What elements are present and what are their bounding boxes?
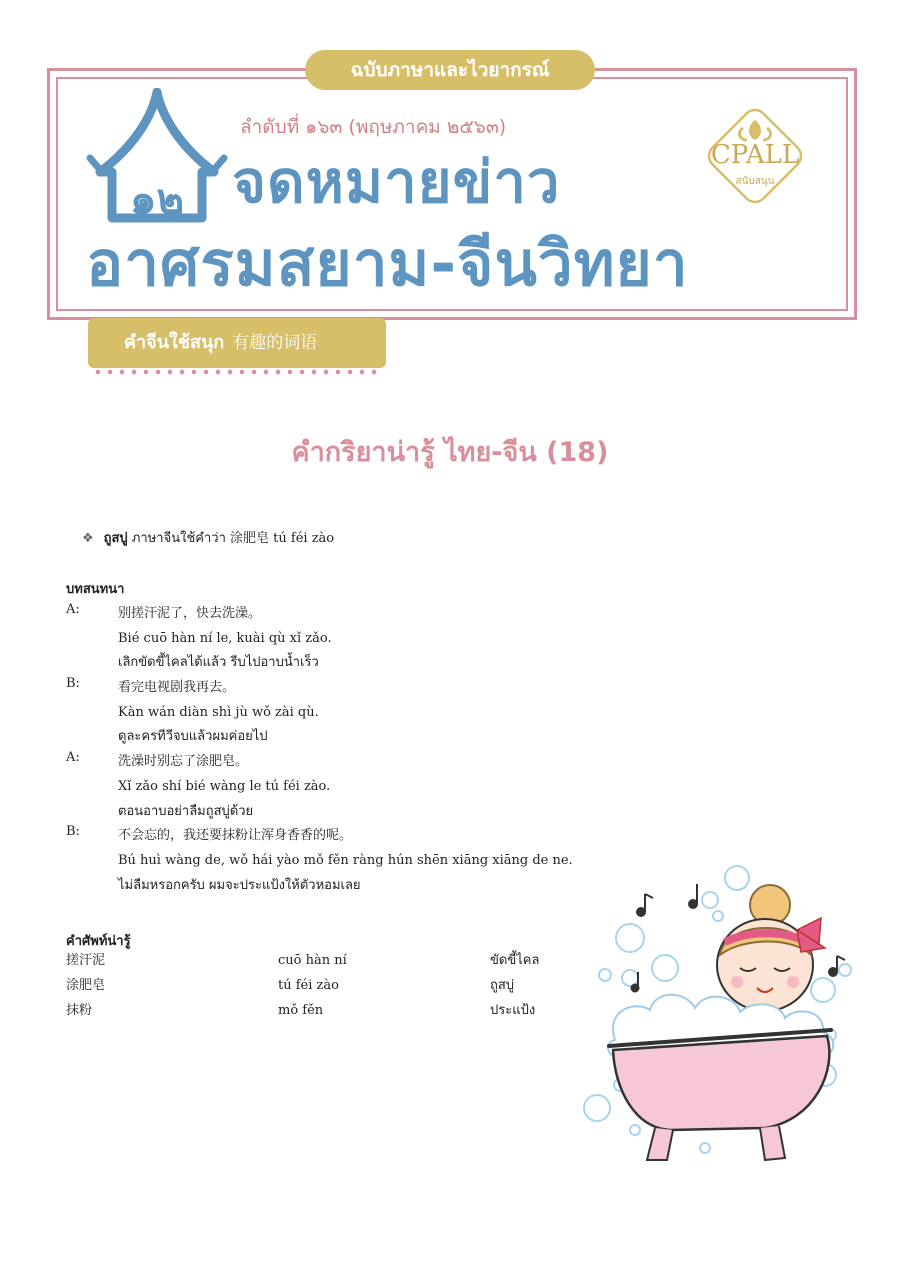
dialog-turn [66, 602, 626, 676]
thai-house-icon [82, 88, 232, 228]
dialog-turn [66, 824, 626, 898]
vocabulary-row [66, 948, 626, 973]
intro-pinyin: tú féi zào [273, 531, 335, 546]
vocab-chinese: 搓汗泥 [66, 953, 106, 968]
chinese-line: 洗澡时别忘了涂肥皂。 [118, 754, 249, 770]
vocabulary-heading: คำศัพท์น่ารู้ [66, 934, 131, 949]
pinyin-line: Xǐ zǎo shí bié wàng le tú féi zào. [118, 778, 331, 794]
vocab-thai: ประแป้ง [490, 1003, 536, 1018]
chinese-line: 看完电视剧我再去。 [118, 680, 236, 696]
conversation-heading: บทสนทนา [66, 582, 125, 597]
thai-line: ตอนอาบอย่าลืมถูสบู่ด้วย [118, 803, 254, 819]
house-number: ๑๒ [129, 174, 185, 223]
pinyin-line: Bú huì wàng de, wǒ hái yào mǒ fěn ràng hún shēn xiāng xiāng de ne. [118, 852, 573, 868]
speaker-label: A: [66, 750, 80, 766]
thai-line: ไม่ลืมหรอกครับ ผมจะประแป้งให้ตัวหอมเลย [118, 877, 361, 893]
vocab-chinese: 涂肥皂 [66, 978, 106, 993]
conversation [66, 602, 626, 898]
intro-term: ถูสบู่ [103, 531, 128, 546]
vocabulary-row [66, 973, 626, 998]
column-banner [88, 318, 386, 368]
intro-chinese: 涂肥皂 [230, 531, 270, 546]
logo-text: CPALL [710, 140, 800, 170]
chinese-line: 不会忘的，我还要抹粉让浑身香香的呢。 [118, 828, 353, 844]
newsletter-title-line2: อาศรมสยาม-จีนวิทยา [86, 227, 689, 300]
intro-line [82, 527, 334, 548]
intro-text: ภาษาจีนใช้คำว่า [131, 531, 226, 546]
pinyin-line: Kàn wán diàn shì jù wǒ zài qù. [118, 704, 319, 720]
dialog-turn [66, 750, 626, 824]
vocab-thai: ถูสบู่ [490, 978, 515, 993]
pinyin-line: Bié cuō hàn ní le, kuài qù xǐ zǎo. [118, 630, 332, 646]
vocab-pinyin: mǒ fěn [278, 1003, 324, 1018]
speaker-label: B: [66, 676, 80, 692]
vocab-pinyin: cuō hàn ní [278, 953, 347, 968]
section-title: คำกริยาน่ารู้ ไทย-จีน (18) [291, 437, 609, 468]
diamond-bullet-icon: ❖ [82, 531, 94, 546]
dialog-turn [66, 676, 626, 750]
column-label-thai: คำจีนใช้สนุก [124, 332, 225, 353]
thai-line: ดูละครทีวีจบแล้วผมค่อยไป [118, 729, 268, 745]
vocab-pinyin: tú féi zào [278, 978, 339, 993]
vocab-chinese: 抹粉 [66, 1003, 93, 1018]
chinese-line: 别搓汗泥了，快去洗澡。 [118, 606, 262, 621]
vocabulary-table [66, 948, 626, 1023]
speaker-label: B: [66, 824, 80, 840]
column-label-chinese: 有趣的词语 [232, 333, 318, 353]
vocabulary-row [66, 998, 626, 1023]
dotted-border [92, 368, 382, 376]
bubble-bath-illustration [575, 860, 865, 1180]
thai-line: เลิกขัดขี้ไคลได้แล้ว รีบไปอาบน้ำเร็ว [118, 655, 319, 671]
speaker-label: A: [66, 602, 80, 617]
logo-subtext: สนับสนุน [735, 176, 775, 187]
issue-label: ลำดับที่ ๑๖๓ (พฤษภาคม ๒๕๖๓) [240, 116, 507, 138]
newsletter-title-line1: จดหมายข่าว [232, 148, 561, 216]
edition-banner: ฉบับภาษาและไวยากรณ์ [305, 50, 595, 90]
vocab-thai: ขัดขี้ไคล [490, 953, 540, 968]
